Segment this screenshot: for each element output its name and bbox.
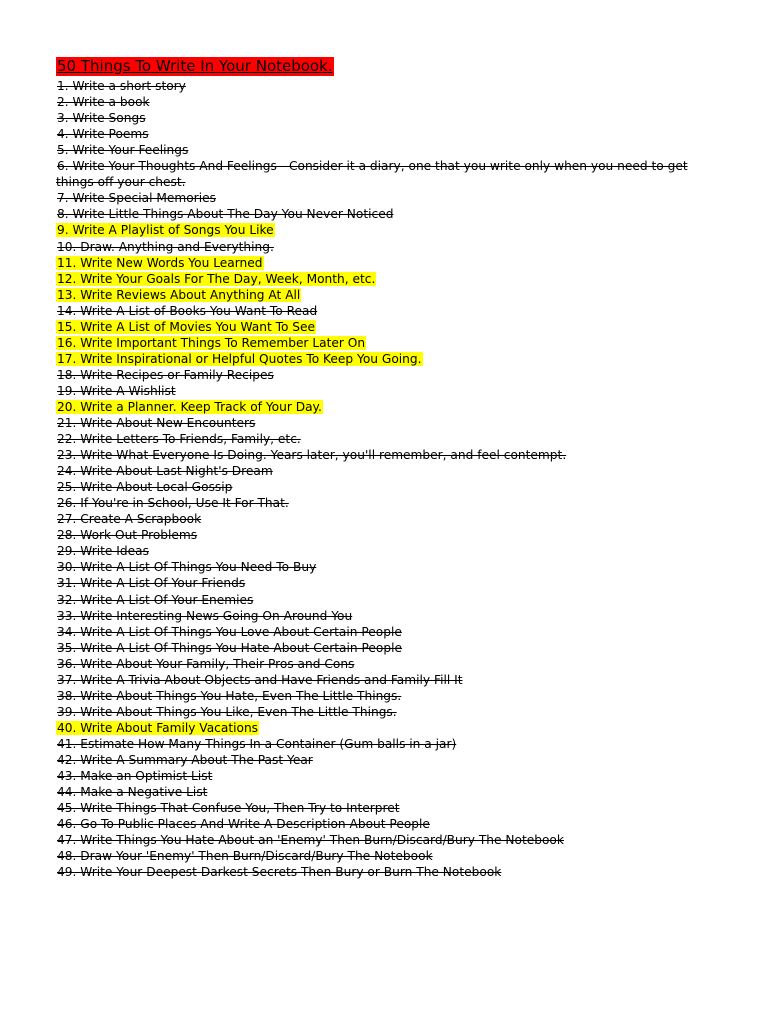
list-item-text: 23. Write What Everyone Is Doing. Years later, you'll remember, and feel contempt. — [57, 448, 567, 463]
list-item — [56, 559, 756, 575]
list-item-text: 14. Write A List of Books You Want To Read — [57, 303, 318, 318]
list-item — [56, 383, 756, 399]
list-item — [56, 704, 756, 720]
list-item-text: 1. Write a short story — [57, 79, 186, 93]
list-item — [56, 142, 756, 158]
list-item — [56, 527, 756, 543]
document-page — [56, 56, 756, 880]
list-item-text: 35. Write A List Of Things You Hate About Certain People — [57, 640, 403, 655]
list-item-text: 22. Write Letters To Friends, Family, etc. — [57, 432, 301, 447]
list-item-text: 3. Write Songs — [57, 111, 146, 126]
list-item-text: 4. Write Poems — [57, 127, 149, 142]
list-item-text: 13. Write Reviews About Anything At All — [57, 287, 301, 302]
list-item-text: 25. Write About Local Gossip — [57, 480, 233, 495]
list-item-text: 34. Write A List Of Things You Love About Certain People — [57, 624, 402, 639]
list-item-text: 43. Make an Optimist List — [57, 769, 213, 784]
list-item — [56, 431, 756, 447]
list-item — [56, 94, 756, 110]
list-item-text: 10. Draw. Anything and Everything. — [57, 239, 274, 254]
list-item-text: 44. Make a Negative List — [57, 785, 208, 800]
list-item — [56, 206, 756, 222]
list-item-text: 26. If You're in School, Use It For That. — [57, 496, 289, 511]
list-item — [56, 463, 756, 479]
list-item-text: 39. Write About Things You Like, Even The Little Things. — [57, 704, 397, 719]
list-item-text: 49. Write Your Deepest Darkest Secrets Then Bury or Burn The Notebook — [57, 865, 502, 880]
list-item — [56, 367, 756, 383]
list-item — [56, 720, 756, 736]
list-item-text: 37. Write A Trivia About Objects and Have Friends and Family Fill It — [57, 672, 463, 687]
list-item — [56, 848, 756, 864]
list-item-text: 16. Write Important Things To Remember Later On — [57, 335, 366, 350]
list-item — [56, 271, 756, 287]
list-item — [56, 688, 756, 704]
list-item-text: 36. Write About Your Family, Their Pros and Cons — [57, 656, 355, 671]
list-item — [56, 222, 756, 238]
list-item — [56, 543, 756, 559]
list-item — [56, 190, 756, 206]
list-item — [56, 415, 756, 431]
list-item-text: 11. Write New Words You Learned — [57, 255, 263, 270]
list-item — [56, 624, 756, 640]
list-item-text: 15. Write A List of Movies You Want To See — [57, 319, 316, 334]
list-item — [56, 656, 756, 672]
list-item — [56, 287, 756, 303]
list-item — [56, 672, 756, 688]
list-item — [56, 768, 756, 784]
list-item-text: 30. Write A List Of Things You Need To Buy — [57, 560, 317, 575]
list-item-text: 6. Write Your Thoughts And Feelings - Consider it a diary, one that you write only when you need to get things off your chest. — [56, 159, 688, 190]
list-item — [56, 351, 756, 367]
list-item — [56, 303, 756, 319]
list-item-text: 18. Write Recipes or Family Recipes — [57, 367, 274, 382]
list-item — [56, 608, 756, 624]
list-item-text: 20. Write a Planner. Keep Track of Your Day. — [57, 399, 322, 414]
list-item — [56, 495, 756, 511]
list-item-text: 38. Write About Things You Hate, Even The Little Things. — [57, 688, 402, 703]
list-item-text: 5. Write Your Feelings — [57, 143, 189, 158]
list-item — [56, 511, 756, 527]
list-item — [56, 736, 756, 752]
list-item-text: 21. Write About New Encounters — [57, 416, 256, 431]
list-item-text: 24. Write About Last Night's Dream — [57, 464, 273, 479]
list-item-text: 32. Write A List Of Your Enemies — [57, 592, 254, 607]
list-item — [56, 335, 756, 351]
list-item-text: 42. Write A Summary About The Past Year — [57, 753, 313, 767]
list-item-text: 46. Go To Public Places And Write A Description About People — [57, 817, 430, 832]
list-item-text: 19. Write A Wishlist — [57, 383, 176, 398]
list-item — [56, 399, 756, 415]
list-item-text: 41. Estimate How Many Things In a Container (Gum balls in a jar) — [57, 736, 457, 751]
list-item — [56, 864, 756, 880]
list-item — [56, 126, 756, 142]
list-item-text: 45. Write Things That Confuse You, Then Try to Interpret — [57, 801, 400, 816]
list-item-text: 17. Write Inspirational or Helpful Quotes To Keep You Going. — [57, 351, 422, 366]
list-item — [56, 816, 756, 832]
list-item — [56, 255, 756, 271]
list-item-text: 48. Draw Your 'Enemy' Then Burn/Discard/Bury The Notebook — [57, 849, 433, 864]
list-item — [56, 78, 756, 94]
list-item — [56, 447, 756, 463]
list-item-text: 29. Write Ideas — [57, 544, 149, 559]
checklist — [56, 78, 756, 880]
list-item-text: 40. Write About Family Vacations — [57, 720, 259, 735]
list-item-text: 33. Write Interesting News Going On Around You — [57, 608, 353, 623]
list-item — [56, 239, 756, 255]
list-item — [56, 110, 756, 126]
list-item-text: 27. Create A Scrapbook — [57, 512, 202, 527]
list-item — [56, 832, 756, 848]
list-item — [56, 158, 696, 190]
list-item-text: 31. Write A List Of Your Friends — [57, 576, 246, 591]
list-item-text: 8. Write Little Things About The Day You Never Noticed — [57, 207, 394, 222]
list-item — [56, 752, 756, 768]
list-item-text: 2. Write a book — [57, 95, 150, 110]
list-item-text: 47. Write Things You Hate About an 'Enemy' Then Burn/Discard/Bury The Notebook — [57, 833, 564, 848]
list-item-text: 9. Write A Playlist of Songs You Like — [57, 223, 274, 238]
list-item — [56, 800, 756, 816]
document-title: 50 Things To Write In Your Notebook. — [57, 57, 333, 75]
list-item — [56, 640, 756, 656]
list-item — [56, 575, 756, 591]
list-item-text: 7. Write Special Memories — [57, 191, 216, 206]
list-item — [56, 784, 756, 800]
list-item — [56, 479, 756, 495]
list-item — [56, 319, 756, 335]
list-item — [56, 592, 756, 608]
list-item-text: 28. Work Out Problems — [57, 528, 198, 543]
list-item-text: 12. Write Your Goals For The Day, Week, Month, etc. — [57, 271, 376, 286]
